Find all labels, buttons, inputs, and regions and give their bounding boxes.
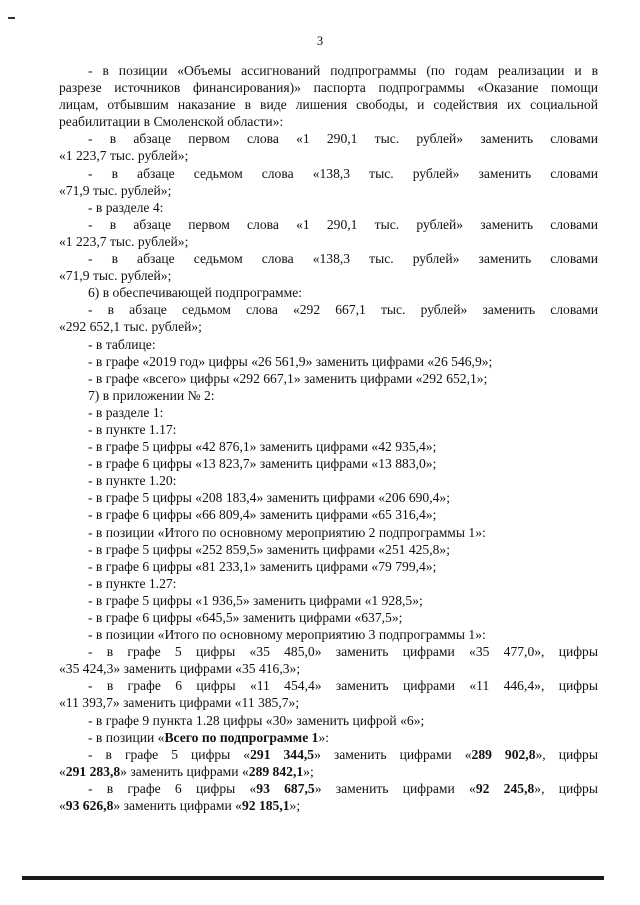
bold-text: 92 185,1 [241, 798, 290, 814]
text-line: разрезе источников финансирования)» паспорта подпрограммы «Оказание помощи [59, 80, 598, 96]
text-line: - в разделе 4: [88, 199, 164, 215]
text-line: «291 283,8» заменить цифрами «289 842,1»; [59, 763, 314, 779]
text-line: - в графе 6 цифры «11 454,4» заменить цифрами «11 446,4», цифры [88, 678, 598, 694]
bold-text: 93 687,5 [256, 780, 315, 796]
text-line: 7) в приложении № 2: [88, 387, 215, 403]
text-line: - в графе 6 цифры «66 809,4» заменить цифрами «65 316,4»; [88, 507, 437, 523]
text-line: - в графе «всего» цифры «292 667,1» заменить цифрами «292 652,1»; [88, 370, 488, 386]
text-line: - в графе 5 цифры «208 183,4» заменить цифрами «206 690,4»; [88, 490, 450, 506]
bold-text: Всего по подпрограмме 1 [164, 729, 319, 745]
text-line: 6) в обеспечивающей подпрограмме: [88, 285, 303, 301]
text-line: «71,9 тыс. рублей»; [59, 182, 172, 198]
text-line: - в позиции «Итого по основному мероприятию 2 подпрограммы 1»: [88, 524, 486, 540]
corner-mark [8, 17, 15, 19]
text-line: - в абзаце седьмом слова «138,3 тыс. рублей» заменить словами [88, 165, 598, 181]
text-line: - в пункте 1.27: [88, 575, 177, 591]
text-line: - в графе 5 цифры «1 936,5» заменить цифрами «1 928,5»; [88, 592, 423, 608]
text-line: - в графе 6 цифры «13 823,7» заменить цифрами «13 883,0»; [88, 456, 437, 472]
text-line: - в графе «2019 год» цифры «26 561,9» заменить цифрами «26 546,9»; [88, 353, 493, 369]
bold-text: 92 245,8 [475, 780, 535, 796]
bold-text: 291 344,5 [250, 746, 315, 762]
text-line: - в графе 5 цифры «42 876,1» заменить цифрами «42 935,4»; [88, 439, 437, 455]
text-line: - в таблице: [88, 336, 156, 352]
text-line: - в позиции «Объемы ассигнований подпрограммы (по годам реализации и в [88, 63, 598, 78]
bold-text: 291 283,8 [65, 763, 121, 779]
text-line: - в графе 5 цифры «35 485,0» заменить цифрами «35 477,0», цифры [88, 644, 598, 660]
text-line: лицам, отбывшим наказание в виде лишения свободы, и содействия их социальной [59, 97, 598, 113]
text-line: - в позиции «Итого по основному мероприятию 3 подпрограммы 1»: [88, 627, 486, 643]
text-line: - в пункте 1.20: [88, 473, 177, 489]
document-body [59, 62, 598, 814]
bottom-rule [22, 876, 604, 880]
text-line: - в графе 5 цифры «291 344,5» заменить цифрами «289 902,8», цифры [88, 746, 598, 762]
text-line: - в разделе 1: [88, 404, 164, 420]
text-line: - в абзаце седьмом слова «138,3 тыс. рублей» заменить словами [88, 251, 598, 267]
text-line: - в абзаце первом слова «1 290,1 тыс. рублей» заменить словами [88, 131, 598, 147]
text-line: - в пункте 1.17: [88, 421, 177, 437]
text-line: - в графе 5 цифры «252 859,5» заменить цифрами «251 425,8»; [88, 541, 450, 557]
text-line: «35 424,3» заменить цифрами «35 416,3»; [59, 661, 301, 677]
page-number: 3 [316, 34, 324, 48]
text-line: «93 626,8» заменить цифрами «92 185,1»; [59, 798, 301, 814]
bold-text: 289 902,8 [471, 746, 536, 762]
text-line: «1 223,7 тыс. рублей»; [59, 148, 189, 164]
text-line: - в графе 9 пункта 1.28 цифры «30» заменить цифрой «6»; [88, 712, 425, 728]
text-line: - в графе 6 цифры «81 233,1» заменить цифрами «79 799,4»; [88, 558, 437, 574]
bold-text: 93 626,8 [65, 798, 114, 814]
text-line: «71,9 тыс. рублей»; [59, 268, 172, 284]
bold-text: 289 842,1 [248, 763, 304, 779]
text-line: - в позиции «Всего по подпрограмме 1»: [88, 729, 330, 745]
text-line: - в графе 6 цифры «645,5» заменить цифрами «637,5»; [88, 610, 403, 625]
text-line: реабилитации в Смоленской области»: [59, 114, 284, 130]
text-line: «292 652,1 тыс. рублей»; [59, 319, 202, 335]
text-line: «1 223,7 тыс. рублей»; [59, 233, 189, 249]
text-line: - в абзаце первом слова «1 290,1 тыс. рублей» заменить словами [88, 216, 598, 232]
text-line: - в графе 6 цифры «93 687,5» заменить цифрами «92 245,8», цифры [88, 780, 598, 796]
text-line: «11 393,7» заменить цифрами «11 385,7»; [59, 695, 300, 711]
text-line: - в абзаце седьмом слова «292 667,1 тыс. рублей» заменить словами [88, 302, 598, 318]
